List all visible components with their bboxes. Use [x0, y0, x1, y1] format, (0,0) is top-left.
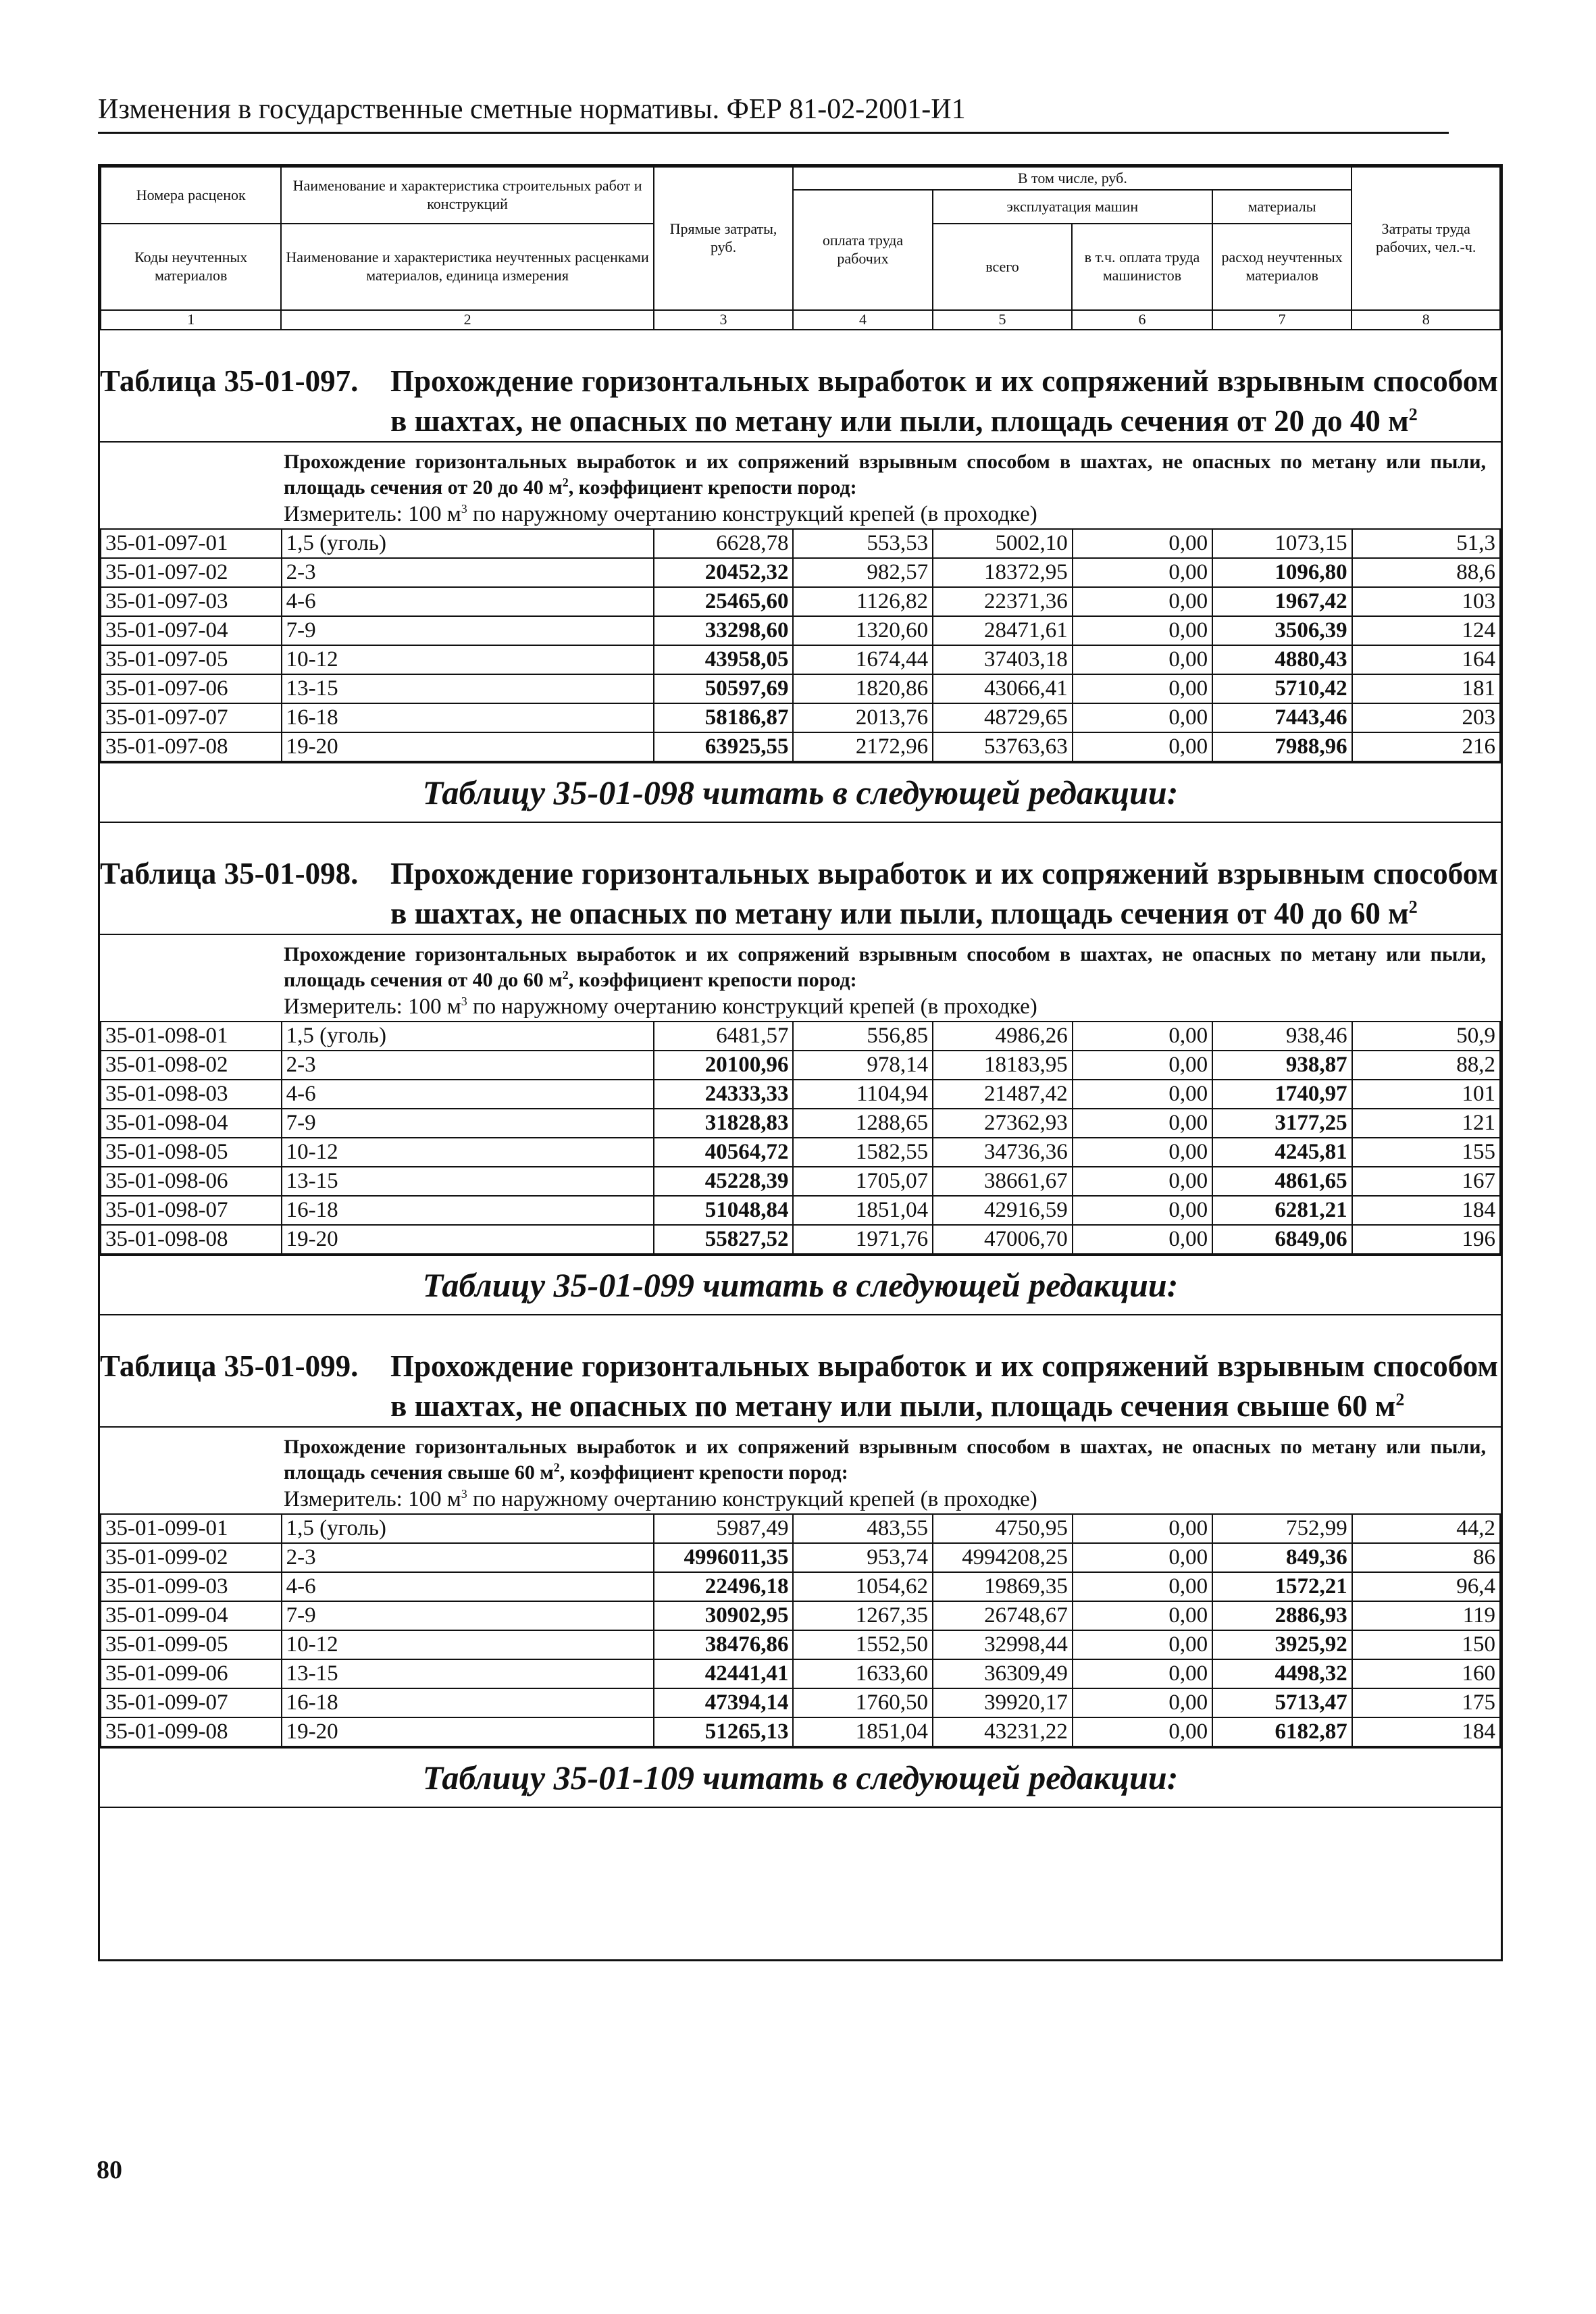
measure-unit-text: Измеритель: 100 м [284, 994, 461, 1019]
cell-rock-strength: 7-9 [282, 616, 654, 645]
cell-labor-pay: 1971,76 [793, 1225, 933, 1254]
header-labor-pay: оплата труда рабочих [793, 190, 933, 310]
measure-unit-tail: по наружному очертанию конструкций крепей (в проходке) [467, 501, 1037, 526]
header-work-name: Наименование и характеристика строительных работ и конструкций [281, 167, 653, 224]
table-title [390, 361, 1498, 441]
cell-labor-hours: 121 [1352, 1109, 1500, 1138]
cell-labor-hours: 88,6 [1352, 558, 1500, 587]
group-description [284, 935, 1486, 993]
table-row [101, 1225, 1500, 1254]
column-number: 6 [1072, 310, 1212, 330]
column-number: 3 [654, 310, 794, 330]
cell-rate-code: 35-01-097-05 [101, 645, 282, 674]
cell-rock-strength: 2-3 [282, 558, 654, 587]
group-description [284, 1428, 1486, 1486]
cell-labor-pay: 953,74 [793, 1543, 933, 1572]
table-row [101, 703, 1500, 732]
cell-direct-costs: 20452,32 [654, 558, 794, 587]
measure-unit [284, 993, 1501, 1021]
cell-labor-hours: 101 [1352, 1080, 1500, 1109]
cell-labor-hours: 103 [1352, 587, 1500, 616]
group-description-tail: , коэффициент крепости пород: [559, 1461, 848, 1484]
cell-labor-pay: 1126,82 [793, 587, 933, 616]
cell-rate-code: 35-01-097-07 [101, 703, 282, 732]
table-title-text: Прохождение горизонтальных выработок и их сопряжений взрывным способом в шахтах, не опасных по метану или пыли, площадь сечения свыше 60 м [390, 1349, 1498, 1423]
cell-machinists-pay: 0,00 [1073, 587, 1212, 616]
cell-machinists-pay: 0,00 [1073, 1601, 1212, 1630]
cell-labor-pay: 1054,62 [793, 1572, 933, 1601]
rates-table [100, 1513, 1501, 1747]
table-row [101, 1051, 1500, 1080]
table-row [101, 529, 1500, 558]
measure-unit-text: Измеритель: 100 м [284, 501, 461, 526]
cell-materials-consumption: 3506,39 [1212, 616, 1352, 645]
cell-machinists-pay: 0,00 [1073, 1022, 1212, 1051]
cell-labor-pay: 1760,50 [793, 1688, 933, 1717]
page-number: 80 [97, 2156, 122, 2184]
cell-materials-consumption: 1967,42 [1212, 587, 1352, 616]
cell-machinists-pay: 0,00 [1073, 703, 1212, 732]
table-number: Таблица 35-01-097. [100, 363, 359, 398]
cell-rate-code: 35-01-098-05 [101, 1138, 282, 1167]
cell-materials-consumption: 3925,92 [1212, 1630, 1352, 1659]
table-row [101, 1167, 1500, 1196]
cell-labor-pay: 1820,86 [793, 674, 933, 703]
cell-rate-code: 35-01-099-08 [101, 1717, 282, 1746]
cell-machine-total: 37403,18 [933, 645, 1073, 674]
cell-labor-hours: 184 [1352, 1717, 1500, 1746]
cell-labor-pay: 1320,60 [793, 616, 933, 645]
cell-rate-code: 35-01-098-02 [101, 1051, 282, 1080]
table-row [101, 1572, 1500, 1601]
cell-machinists-pay: 0,00 [1073, 1630, 1212, 1659]
table-row [101, 1138, 1500, 1167]
cell-materials-consumption: 5710,42 [1212, 674, 1352, 703]
cell-labor-pay: 1104,94 [793, 1080, 933, 1109]
cell-rate-code: 35-01-099-03 [101, 1572, 282, 1601]
group-description-sup: 2 [553, 1460, 560, 1474]
cell-labor-hours: 181 [1352, 674, 1500, 703]
cell-materials-consumption: 5713,47 [1212, 1688, 1352, 1717]
cell-rate-code: 35-01-098-08 [101, 1225, 282, 1254]
cell-labor-pay: 978,14 [793, 1051, 933, 1080]
cell-labor-hours: 184 [1352, 1196, 1500, 1225]
cell-materials-consumption: 1572,21 [1212, 1572, 1352, 1601]
section-title [100, 330, 1499, 441]
cell-materials-consumption: 752,99 [1212, 1514, 1352, 1543]
cell-rock-strength: 1,5 (уголь) [282, 529, 654, 558]
cell-materials-consumption: 1096,80 [1212, 558, 1352, 587]
header-material-name: Наименование и характеристика неучтенных расценками материалов, единица измерения [281, 224, 653, 310]
cell-labor-hours: 164 [1352, 645, 1500, 674]
cell-machinists-pay: 0,00 [1073, 1138, 1212, 1167]
cell-machine-total: 43066,41 [933, 674, 1073, 703]
cell-machine-total: 5002,10 [933, 529, 1073, 558]
cell-labor-pay: 2013,76 [793, 703, 933, 732]
header-including: В том числе, руб. [793, 167, 1352, 190]
cell-materials-consumption: 6281,21 [1212, 1196, 1352, 1225]
cell-direct-costs: 30902,95 [654, 1601, 794, 1630]
cell-labor-pay: 1582,55 [793, 1138, 933, 1167]
cell-materials-consumption: 2886,93 [1212, 1601, 1352, 1630]
measure-unit [284, 1486, 1501, 1513]
cell-rock-strength: 10-12 [282, 645, 654, 674]
table-row [101, 1630, 1500, 1659]
cell-machinists-pay: 0,00 [1073, 732, 1212, 761]
cell-machine-total: 43231,22 [933, 1717, 1073, 1746]
cell-rock-strength: 16-18 [282, 1196, 654, 1225]
group-description-tail: , коэффициент крепости пород: [568, 476, 857, 499]
table-row [101, 732, 1500, 761]
cell-labor-hours: 96,4 [1352, 1572, 1500, 1601]
cell-rate-code: 35-01-097-08 [101, 732, 282, 761]
cell-machine-total: 32998,44 [933, 1630, 1073, 1659]
cell-materials-consumption: 1073,15 [1212, 529, 1352, 558]
cell-materials-consumption: 4861,65 [1212, 1167, 1352, 1196]
cell-machine-total: 34736,36 [933, 1138, 1073, 1167]
cell-machinists-pay: 0,00 [1073, 616, 1212, 645]
cell-direct-costs: 55827,52 [654, 1225, 794, 1254]
norm-section [100, 823, 1501, 1315]
norms-table-frame [98, 164, 1503, 1961]
group-block [100, 441, 1501, 528]
cell-rock-strength: 2-3 [282, 1051, 654, 1080]
cell-machinists-pay: 0,00 [1073, 1688, 1212, 1717]
cell-rock-strength: 2-3 [282, 1543, 654, 1572]
norm-section [100, 1315, 1501, 1808]
group-block [100, 1426, 1501, 1513]
cell-direct-costs: 20100,96 [654, 1051, 794, 1080]
cell-machinists-pay: 0,00 [1073, 558, 1212, 587]
cell-rock-strength: 16-18 [282, 703, 654, 732]
group-description-tail: , коэффициент крепости пород: [568, 968, 857, 991]
cell-rock-strength: 4-6 [282, 1572, 654, 1601]
cell-rock-strength: 10-12 [282, 1138, 654, 1167]
cell-labor-pay: 1552,50 [793, 1630, 933, 1659]
table-title-sup: 2 [1408, 404, 1418, 424]
cell-labor-hours: 44,2 [1352, 1514, 1500, 1543]
cell-labor-pay: 1267,35 [793, 1601, 933, 1630]
cell-machine-total: 47006,70 [933, 1225, 1073, 1254]
table-title-text: Прохождение горизонтальных выработок и их сопряжений взрывным способом в шахтах, не опасных по метану или пыли, площадь сечения от 40 до 60 м [390, 856, 1498, 930]
cell-direct-costs: 51048,84 [654, 1196, 794, 1225]
header-direct-costs: Прямые затраты, руб. [654, 167, 794, 310]
header-material-codes: Коды неучтенных материалов [101, 224, 281, 310]
cell-machinists-pay: 0,00 [1073, 674, 1212, 703]
cell-machinists-pay: 0,00 [1073, 529, 1212, 558]
cell-labor-hours: 203 [1352, 703, 1500, 732]
cell-rate-code: 35-01-099-07 [101, 1688, 282, 1717]
cell-rate-code: 35-01-097-01 [101, 529, 282, 558]
rates-table [100, 528, 1501, 762]
cell-direct-costs: 45228,39 [654, 1167, 794, 1196]
cell-labor-hours: 216 [1352, 732, 1500, 761]
table-row [101, 1717, 1500, 1746]
table-row [101, 1543, 1500, 1572]
cell-rock-strength: 1,5 (уголь) [282, 1514, 654, 1543]
cell-rate-code: 35-01-097-02 [101, 558, 282, 587]
section-title [100, 1315, 1499, 1426]
cell-machinists-pay: 0,00 [1073, 645, 1212, 674]
cell-materials-consumption: 938,46 [1212, 1022, 1352, 1051]
cell-rate-code: 35-01-099-06 [101, 1659, 282, 1688]
cell-rate-code: 35-01-097-03 [101, 587, 282, 616]
column-number: 2 [281, 310, 653, 330]
cell-labor-hours: 155 [1352, 1138, 1500, 1167]
group-description-text: Прохождение горизонтальных выработок и их сопряжений взрывным способом в шахтах, не опасных по метану или пыли, площадь сечения от 20 до 40 м [284, 450, 1486, 499]
cell-machine-total: 42916,59 [933, 1196, 1073, 1225]
cell-labor-hours: 88,2 [1352, 1051, 1500, 1080]
cell-labor-hours: 175 [1352, 1688, 1500, 1717]
cell-rate-code: 35-01-099-05 [101, 1630, 282, 1659]
cell-direct-costs: 25465,60 [654, 587, 794, 616]
column-number: 7 [1212, 310, 1352, 330]
table-row [101, 1109, 1500, 1138]
cell-direct-costs: 5987,49 [654, 1514, 794, 1543]
cell-rate-code: 35-01-098-06 [101, 1167, 282, 1196]
cell-materials-consumption: 4498,32 [1212, 1659, 1352, 1688]
norm-section [100, 330, 1501, 823]
cell-machinists-pay: 0,00 [1073, 1080, 1212, 1109]
cell-materials-consumption: 4245,81 [1212, 1138, 1352, 1167]
table-row [101, 616, 1500, 645]
cell-direct-costs: 24333,33 [654, 1080, 794, 1109]
cell-direct-costs: 42441,41 [654, 1659, 794, 1688]
cell-labor-pay: 1633,60 [793, 1659, 933, 1688]
cell-rate-code: 35-01-099-02 [101, 1543, 282, 1572]
cell-direct-costs: 40564,72 [654, 1138, 794, 1167]
table-row [101, 645, 1500, 674]
cell-direct-costs: 31828,83 [654, 1109, 794, 1138]
cell-labor-hours: 160 [1352, 1659, 1500, 1688]
table-title [390, 854, 1498, 934]
cell-machinists-pay: 0,00 [1073, 1514, 1212, 1543]
cell-labor-hours: 196 [1352, 1225, 1500, 1254]
cell-direct-costs: 33298,60 [654, 616, 794, 645]
group-description-text: Прохождение горизонтальных выработок и их сопряжений взрывным способом в шахтах, не опасных по метану или пыли, площадь сечения от 40 до 60 м [284, 942, 1486, 991]
cell-rock-strength: 19-20 [282, 732, 654, 761]
cell-labor-pay: 483,55 [793, 1514, 933, 1543]
cell-rate-code: 35-01-097-04 [101, 616, 282, 645]
cell-rate-code: 35-01-098-04 [101, 1109, 282, 1138]
cell-labor-pay: 556,85 [793, 1022, 933, 1051]
cell-direct-costs: 38476,86 [654, 1630, 794, 1659]
column-number: 5 [933, 310, 1072, 330]
cell-rock-strength: 7-9 [282, 1601, 654, 1630]
table-number: Таблица 35-01-098. [100, 856, 359, 890]
cell-materials-consumption: 4880,43 [1212, 645, 1352, 674]
cell-machine-total: 4986,26 [933, 1022, 1073, 1051]
table-row [101, 1514, 1500, 1543]
cell-direct-costs: 6481,57 [654, 1022, 794, 1051]
cell-labor-hours: 150 [1352, 1630, 1500, 1659]
cell-rock-strength: 13-15 [282, 1659, 654, 1688]
table-row [101, 1601, 1500, 1630]
rates-table [100, 1021, 1501, 1255]
header-materials-consumption: расход неучтенных материалов [1212, 224, 1352, 310]
cell-machinists-pay: 0,00 [1073, 1717, 1212, 1746]
cell-machine-total: 4994208,25 [933, 1543, 1073, 1572]
cell-rate-code: 35-01-098-01 [101, 1022, 282, 1051]
table-row [101, 1659, 1500, 1688]
redaction-note: Таблицу 35-01-109 читать в следующей редакции: [100, 1747, 1501, 1808]
cell-machine-total: 22371,36 [933, 587, 1073, 616]
cell-machinists-pay: 0,00 [1073, 1167, 1212, 1196]
cell-labor-pay: 1851,04 [793, 1717, 933, 1746]
redaction-note: Таблицу 35-01-098 читать в следующей редакции: [100, 762, 1501, 823]
cell-materials-consumption: 938,87 [1212, 1051, 1352, 1080]
cell-materials-consumption: 7443,46 [1212, 703, 1352, 732]
page-header: Изменения в государственные сметные нормативы. ФЕР 81-02-2001-И1 [98, 94, 966, 125]
cell-labor-pay: 553,53 [793, 529, 933, 558]
measure-unit-tail: по наружному очертанию конструкций крепей (в проходке) [467, 994, 1037, 1019]
cell-direct-costs: 22496,18 [654, 1572, 794, 1601]
group-description [284, 443, 1486, 501]
cell-machine-total: 27362,93 [933, 1109, 1073, 1138]
cell-labor-hours: 124 [1352, 616, 1500, 645]
cell-labor-hours: 119 [1352, 1601, 1500, 1630]
header-machine-operation: эксплуатация машин [933, 190, 1212, 224]
table-row [101, 1080, 1500, 1109]
cell-machine-total: 4750,95 [933, 1514, 1073, 1543]
cell-materials-consumption: 6849,06 [1212, 1225, 1352, 1254]
cell-materials-consumption: 6182,87 [1212, 1717, 1352, 1746]
cell-direct-costs: 50597,69 [654, 674, 794, 703]
cell-labor-hours: 50,9 [1352, 1022, 1500, 1051]
cell-labor-hours: 51,3 [1352, 529, 1500, 558]
cell-rock-strength: 10-12 [282, 1630, 654, 1659]
cell-direct-costs: 4996011,35 [654, 1543, 794, 1572]
cell-direct-costs: 51265,13 [654, 1717, 794, 1746]
table-number: Таблица 35-01-099. [100, 1349, 359, 1383]
cell-machine-total: 26748,67 [933, 1601, 1073, 1630]
cell-labor-pay: 1851,04 [793, 1196, 933, 1225]
cell-machine-total: 53763,63 [933, 732, 1073, 761]
table-title-sup: 2 [1395, 1389, 1405, 1409]
table-row [101, 1688, 1500, 1717]
cell-rate-code: 35-01-097-06 [101, 674, 282, 703]
header-rule [98, 132, 1449, 134]
cell-labor-pay: 1288,65 [793, 1109, 933, 1138]
measure-unit-sup: 3 [461, 1486, 467, 1501]
cell-rock-strength: 19-20 [282, 1717, 654, 1746]
cell-direct-costs: 58186,87 [654, 703, 794, 732]
cell-rate-code: 35-01-099-04 [101, 1601, 282, 1630]
header-machine-total: всего [933, 224, 1072, 310]
column-header-table [100, 166, 1501, 330]
group-description-text: Прохождение горизонтальных выработок и их сопряжений взрывным способом в шахтах, не опасных по метану или пыли, площадь сечения свыше 60 м [284, 1435, 1486, 1484]
column-number: 8 [1352, 310, 1500, 330]
cell-machinists-pay: 0,00 [1073, 1225, 1212, 1254]
cell-machine-total: 39920,17 [933, 1688, 1073, 1717]
measure-unit-sup: 3 [461, 994, 467, 1008]
cell-rock-strength: 16-18 [282, 1688, 654, 1717]
measure-unit [284, 501, 1501, 528]
section-title [100, 823, 1499, 934]
cell-rock-strength: 19-20 [282, 1225, 654, 1254]
group-block [100, 934, 1501, 1021]
table-row [101, 1022, 1500, 1051]
cell-machinists-pay: 0,00 [1073, 1659, 1212, 1688]
cell-labor-hours: 167 [1352, 1167, 1500, 1196]
cell-machinists-pay: 0,00 [1073, 1543, 1212, 1572]
cell-labor-pay: 1674,44 [793, 645, 933, 674]
cell-rate-code: 35-01-099-01 [101, 1514, 282, 1543]
cell-rock-strength: 7-9 [282, 1109, 654, 1138]
cell-rock-strength: 1,5 (уголь) [282, 1022, 654, 1051]
table-row [101, 587, 1500, 616]
group-description-sup: 2 [562, 475, 569, 489]
column-number: 1 [101, 310, 281, 330]
column-number: 4 [793, 310, 933, 330]
cell-machine-total: 18183,95 [933, 1051, 1073, 1080]
table-title [390, 1347, 1498, 1426]
cell-materials-consumption: 1740,97 [1212, 1080, 1352, 1109]
header-materials: материалы [1212, 190, 1352, 224]
cell-materials-consumption: 7988,96 [1212, 732, 1352, 761]
header-rate-numbers: Номера расценок [101, 167, 281, 224]
cell-rock-strength: 13-15 [282, 674, 654, 703]
cell-machine-total: 48729,65 [933, 703, 1073, 732]
cell-machinists-pay: 0,00 [1073, 1109, 1212, 1138]
cell-machinists-pay: 0,00 [1073, 1572, 1212, 1601]
cell-machine-total: 18372,95 [933, 558, 1073, 587]
measure-unit-text: Измеритель: 100 м [284, 1486, 461, 1511]
cell-machine-total: 21487,42 [933, 1080, 1073, 1109]
table-sections [100, 330, 1501, 1808]
measure-unit-tail: по наружному очертанию конструкций крепей (в проходке) [467, 1486, 1037, 1511]
table-row [101, 1196, 1500, 1225]
cell-labor-pay: 1705,07 [793, 1167, 933, 1196]
table-title-sup: 2 [1408, 897, 1418, 917]
cell-rock-strength: 13-15 [282, 1167, 654, 1196]
header-machinists-pay: в т.ч. оплата труда машинистов [1072, 224, 1212, 310]
cell-direct-costs: 63925,55 [654, 732, 794, 761]
table-row [101, 558, 1500, 587]
cell-direct-costs: 43958,05 [654, 645, 794, 674]
cell-labor-pay: 982,57 [793, 558, 933, 587]
cell-materials-consumption: 849,36 [1212, 1543, 1352, 1572]
cell-rate-code: 35-01-098-07 [101, 1196, 282, 1225]
header-labor-costs: Затраты труда рабочих, чел.-ч. [1352, 167, 1500, 310]
cell-rate-code: 35-01-098-03 [101, 1080, 282, 1109]
cell-machine-total: 28471,61 [933, 616, 1073, 645]
cell-machinists-pay: 0,00 [1073, 1051, 1212, 1080]
cell-machine-total: 38661,67 [933, 1167, 1073, 1196]
cell-machinists-pay: 0,00 [1073, 1196, 1212, 1225]
table-row [101, 674, 1500, 703]
measure-unit-sup: 3 [461, 501, 467, 515]
cell-machine-total: 36309,49 [933, 1659, 1073, 1688]
cell-direct-costs: 47394,14 [654, 1688, 794, 1717]
group-description-sup: 2 [562, 967, 569, 982]
cell-labor-hours: 86 [1352, 1543, 1500, 1572]
redaction-note: Таблицу 35-01-099 читать в следующей редакции: [100, 1255, 1501, 1315]
cell-rock-strength: 4-6 [282, 1080, 654, 1109]
cell-materials-consumption: 3177,25 [1212, 1109, 1352, 1138]
cell-machine-total: 19869,35 [933, 1572, 1073, 1601]
table-title-text: Прохождение горизонтальных выработок и их сопряжений взрывным способом в шахтах, не опасных по метану или пыли, площадь сечения от 20 до 40 м [390, 363, 1498, 438]
cell-labor-pay: 2172,96 [793, 732, 933, 761]
cell-rock-strength: 4-6 [282, 587, 654, 616]
cell-direct-costs: 6628,78 [654, 529, 794, 558]
